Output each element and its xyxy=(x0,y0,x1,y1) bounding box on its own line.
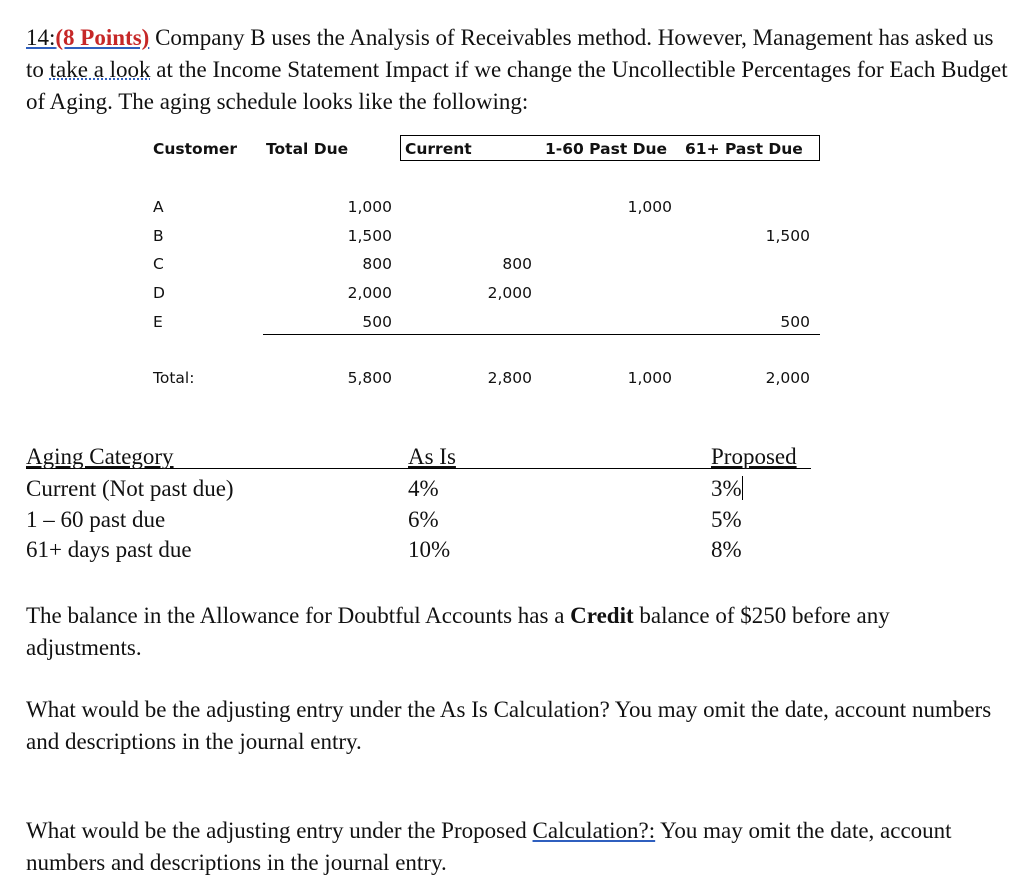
header-61-past-due: 61+ Past Due xyxy=(685,140,803,158)
header-current: Current xyxy=(405,140,472,158)
total-total-due: 5,800 xyxy=(347,369,392,387)
rate-row-proposed: 5% xyxy=(711,507,742,532)
table-row-current: 800 xyxy=(502,255,532,273)
question-as-is: What would be the adjusting entry under the As Is Calculation? You may omit the date, account numbers and descriptions in the journal entry. xyxy=(26,697,992,754)
intro-text-a: Company B uses the Analysis of Receivables method. However, Management has asked us to xyxy=(26,25,994,82)
total-current: 2,800 xyxy=(487,369,532,387)
table-row-total: 1,000 xyxy=(347,198,392,216)
rate-row-as-is: 6% xyxy=(408,507,439,532)
rate-row-as-is: 10% xyxy=(408,537,451,562)
question-number: 14: xyxy=(26,25,56,50)
intro-paragraph xyxy=(26,22,1016,118)
header-customer: Customer xyxy=(153,140,238,158)
total-label: Total: xyxy=(153,369,195,387)
rate-header-as-is: As Is xyxy=(408,444,456,469)
table-row-total: 2,000 xyxy=(347,284,392,302)
table-row-total: 1,500 xyxy=(347,227,392,245)
table-row-customer: A xyxy=(153,198,164,216)
rate-row-category: Current (Not past due) xyxy=(26,476,234,501)
header-1-60-past-due: 1-60 Past Due xyxy=(545,140,668,158)
points-label: (8 Points) xyxy=(55,25,150,50)
table-row-customer: B xyxy=(153,227,164,245)
rate-row-category: 61+ days past due xyxy=(26,537,192,562)
total-1-60: 1,000 xyxy=(627,369,672,387)
table-row-1-60: 1,000 xyxy=(627,198,672,216)
rate-header-proposed: Proposed xyxy=(711,444,797,469)
take-a-look-text: take a look xyxy=(49,57,151,82)
question2-text-b: You may omit the date, account numbers and descriptions in the journal entry. xyxy=(26,818,952,875)
balance-text-b: balance of $250 before any adjustments. xyxy=(26,603,890,660)
balance-paragraph xyxy=(26,600,1001,664)
table-row-total: 800 xyxy=(362,255,392,273)
table-row-61: 1,500 xyxy=(765,227,810,245)
table-row-customer: D xyxy=(153,284,165,302)
question-proposed xyxy=(26,815,1001,879)
rate-row-proposed: 3% xyxy=(711,476,742,501)
balance-credit-word: Credit xyxy=(570,603,634,628)
intro-text-b: at the Income Statement Impact if we change the Uncollectible Percentages for Each Budget of Aging. The aging schedule looks like the following: xyxy=(26,57,1008,114)
balance-text-a: The balance in the Allowance for Doubtful Accounts has a xyxy=(26,603,571,628)
rate-header-category: Aging Category xyxy=(26,444,174,469)
calculation-link: Calculation?: xyxy=(532,818,656,843)
table-row-current: 2,000 xyxy=(487,284,532,302)
rate-row-proposed: 8% xyxy=(711,537,742,562)
header-total-due: Total Due xyxy=(266,140,349,158)
rate-row-as-is: 4% xyxy=(408,476,439,501)
question2-text-a: What would be the adjusting entry under the Proposed xyxy=(26,818,533,843)
total-61: 2,000 xyxy=(765,369,810,387)
table-row-customer: E xyxy=(153,313,163,331)
table-row-total: 500 xyxy=(362,313,392,331)
total-underline xyxy=(263,334,820,335)
rate-row-category: 1 – 60 past due xyxy=(26,507,166,532)
table-row-customer: C xyxy=(153,255,164,273)
table-row-61: 500 xyxy=(780,313,810,331)
